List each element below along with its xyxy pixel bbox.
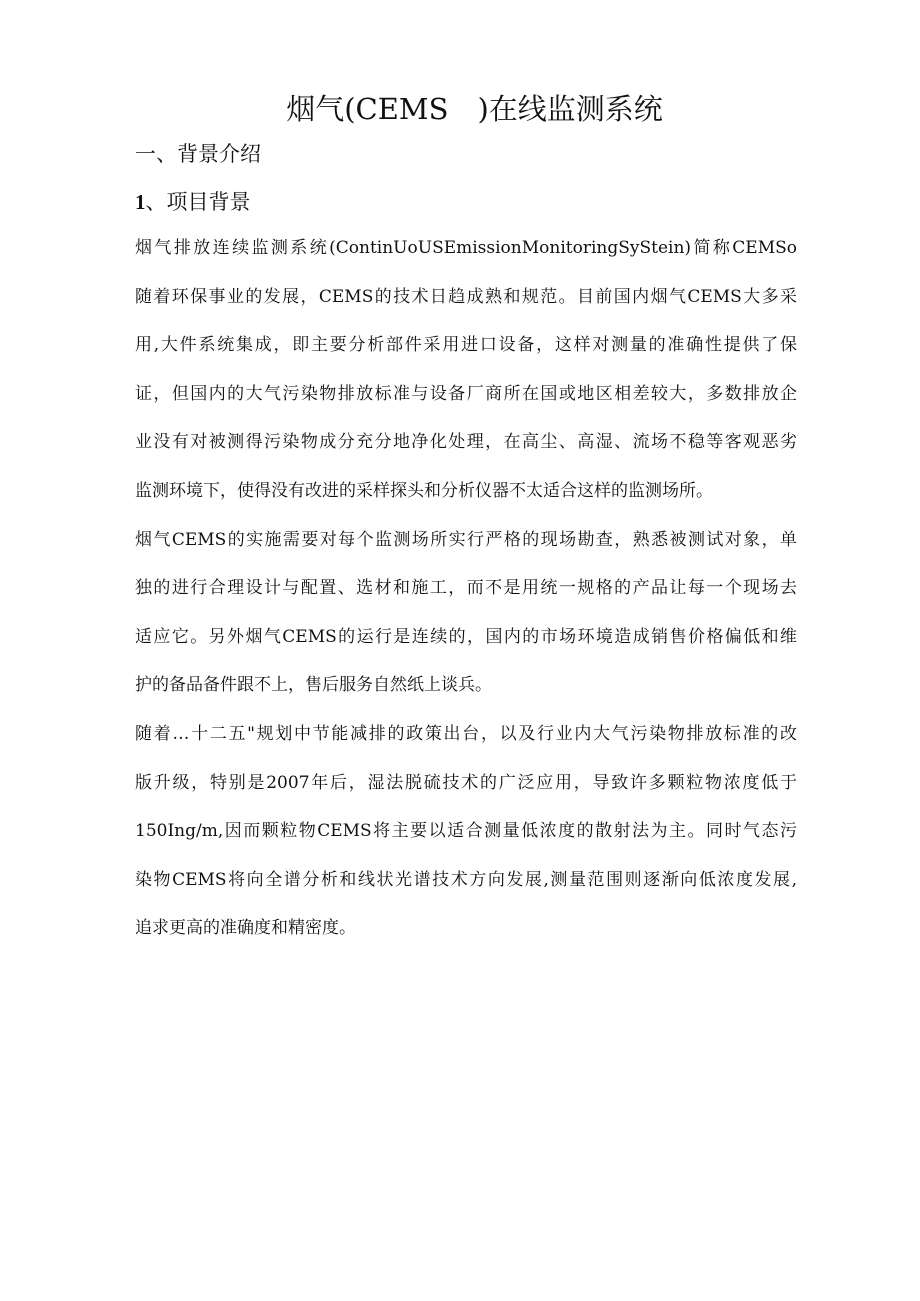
- paragraph-2: [135, 516, 800, 710]
- paragraph-line: 业没有对被测得污染物成分充分地净化处理，在高尘、高湿、流场不稳等客观恶劣: [135, 432, 797, 453]
- paragraph-line: 随着环保事业的发展，CEMS的技术日趋成熟和规范。目前国内烟气CEMS大多采: [135, 286, 797, 307]
- paragraph-line: 150Ing/m,因而颗粒物CEMS将主要以适合测量低浓度的散射法为主。同时气态污: [135, 821, 797, 842]
- paragraph-line: 证，但国内的大气污染物排放标准与设备厂商所在国或地区相差较大，多数排放企: [135, 383, 797, 404]
- document-title: 烟气(CEMS )在线监测系统: [286, 92, 663, 126]
- paragraph-line: 追求更高的准确度和精密度。: [135, 918, 356, 939]
- paragraph-line: 烟气排放连续监测系统(ContinUoUSEmissionMonitoringSyStein)简称CEMSo: [135, 238, 797, 258]
- body-text: [135, 224, 800, 953]
- paragraph-line: 随着…十二五"规划中节能减排的政策出台，以及行业内大气污染物排放标准的改: [135, 723, 797, 744]
- paragraph-1: [135, 224, 800, 516]
- paragraph-line: 染物CEMS将向全谱分析和线状光谱技术方向发展,测量范围则逐渐向低浓度发展,: [135, 869, 797, 890]
- sub-heading-text: 、项目背景: [145, 190, 251, 214]
- paragraph-line: 护的备品备件跟不上，售后服务自然纸上谈兵。: [135, 675, 492, 696]
- paragraph-line: 用,大件系统集成，即主要分析部件采用进口设备，这样对测量的准确性提供了保: [135, 335, 797, 356]
- paragraph-line: 烟气CEMS的实施需要对每个监测场所实行严格的现场勘查，熟悉被测试对象，单: [135, 529, 797, 550]
- paragraph-3: [135, 710, 800, 953]
- paragraph-line: 监测环境下，使得没有改进的采样探头和分析仪器不太适合这样的监测场所。: [135, 480, 713, 501]
- sub-heading-number: 1: [135, 190, 146, 214]
- section-heading: 一、背景介绍: [135, 142, 261, 166]
- sub-heading: [135, 188, 800, 216]
- paragraph-line: 版升级，特别是2007年后，湿法脱硫技术的广泛应用，导致许多颗粒物浓度低于: [135, 772, 797, 793]
- paragraph-line: 独的进行合理设计与配置、选材和施工，而不是用统一规格的产品让每一个现场去: [135, 578, 797, 599]
- paragraph-line: 适应它。另外烟气CEMS的运行是连续的，国内的市场环境造成销售价格偏低和维: [135, 626, 797, 647]
